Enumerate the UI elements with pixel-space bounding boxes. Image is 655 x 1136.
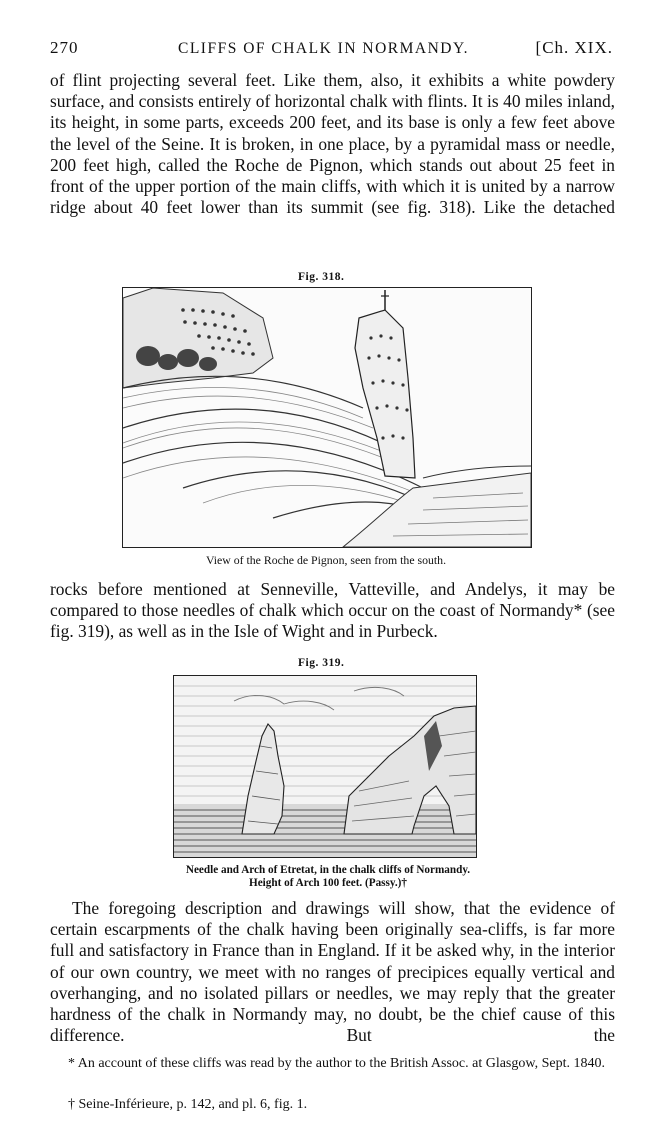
paragraph-2: rocks before mentioned at Senneville, Vatteville, and Andelys, it may be compared to those needles of chalk which occur on the coast of Normandy* (see fig. 319), as well as in the Isle of Wight and in Purbeck. xyxy=(50,579,615,642)
paragraph-3: The foregoing description and drawings will show, that the evidence of certain escarpments of the chalk having been originally sea-cliffs, is far more full and satisfactory in France than in England. If it be asked why, in the interior of our own country, we meet with no ranges of precipices equally vertical and overhanging, and no isolated pillars or needles, we may reply that the greater hardness of the chalk in Normandy may, no doubt, be the chief cause of this difference. But the xyxy=(50,898,615,1046)
figure-319-caption-line-2: Height of Arch 100 feet. (Passy.)† xyxy=(249,877,407,889)
figure-318-caption: View of the Roche de Pignon, seen from the south. xyxy=(205,553,447,567)
figure-318-engraving xyxy=(122,287,532,548)
paragraph-1: of flint projecting several feet. Like them, also, it exhibits a white powdery surface, and consists entirely of horizontal chalk with flints. It is 40 miles inland, its height, in some parts, exceeds 200 feet, and its base is only a few feet above the level of the Seine. It is broken, in one place, by a pyramidal mass or needle, 200 feet high, called the Roche de Pignon, which stands out about 25 feet in front of the upper portion of the main cliffs, with which it is united by a narrow ridge about 40 feet lower than its summit (see fig. 318). Like the detached xyxy=(50,70,615,218)
chapter-label: [Ch. XIX. xyxy=(535,38,613,57)
figure-319-engraving xyxy=(173,675,477,858)
running-header xyxy=(50,38,613,62)
figure-319-caption-line-1: Needle and Arch of Etretat, in the chalk cliffs of Normandy. xyxy=(185,864,471,876)
footnote-star: * An account of these cliffs was read by the author to the British Assoc. at Glasgow, Sept. 1840. xyxy=(68,1056,605,1071)
figure-319-label: Fig. 319. xyxy=(298,657,345,669)
footnote-dagger: † Seine-Inférieure, p. 142, and pl. 6, fig. 1. xyxy=(68,1097,308,1112)
running-title: CLIFFS OF CHALK IN NORMANDY. xyxy=(178,40,470,57)
figure-319-caption xyxy=(130,864,526,890)
figure-318-label: Fig. 318. xyxy=(298,271,345,283)
page-number: 270 xyxy=(50,38,79,57)
